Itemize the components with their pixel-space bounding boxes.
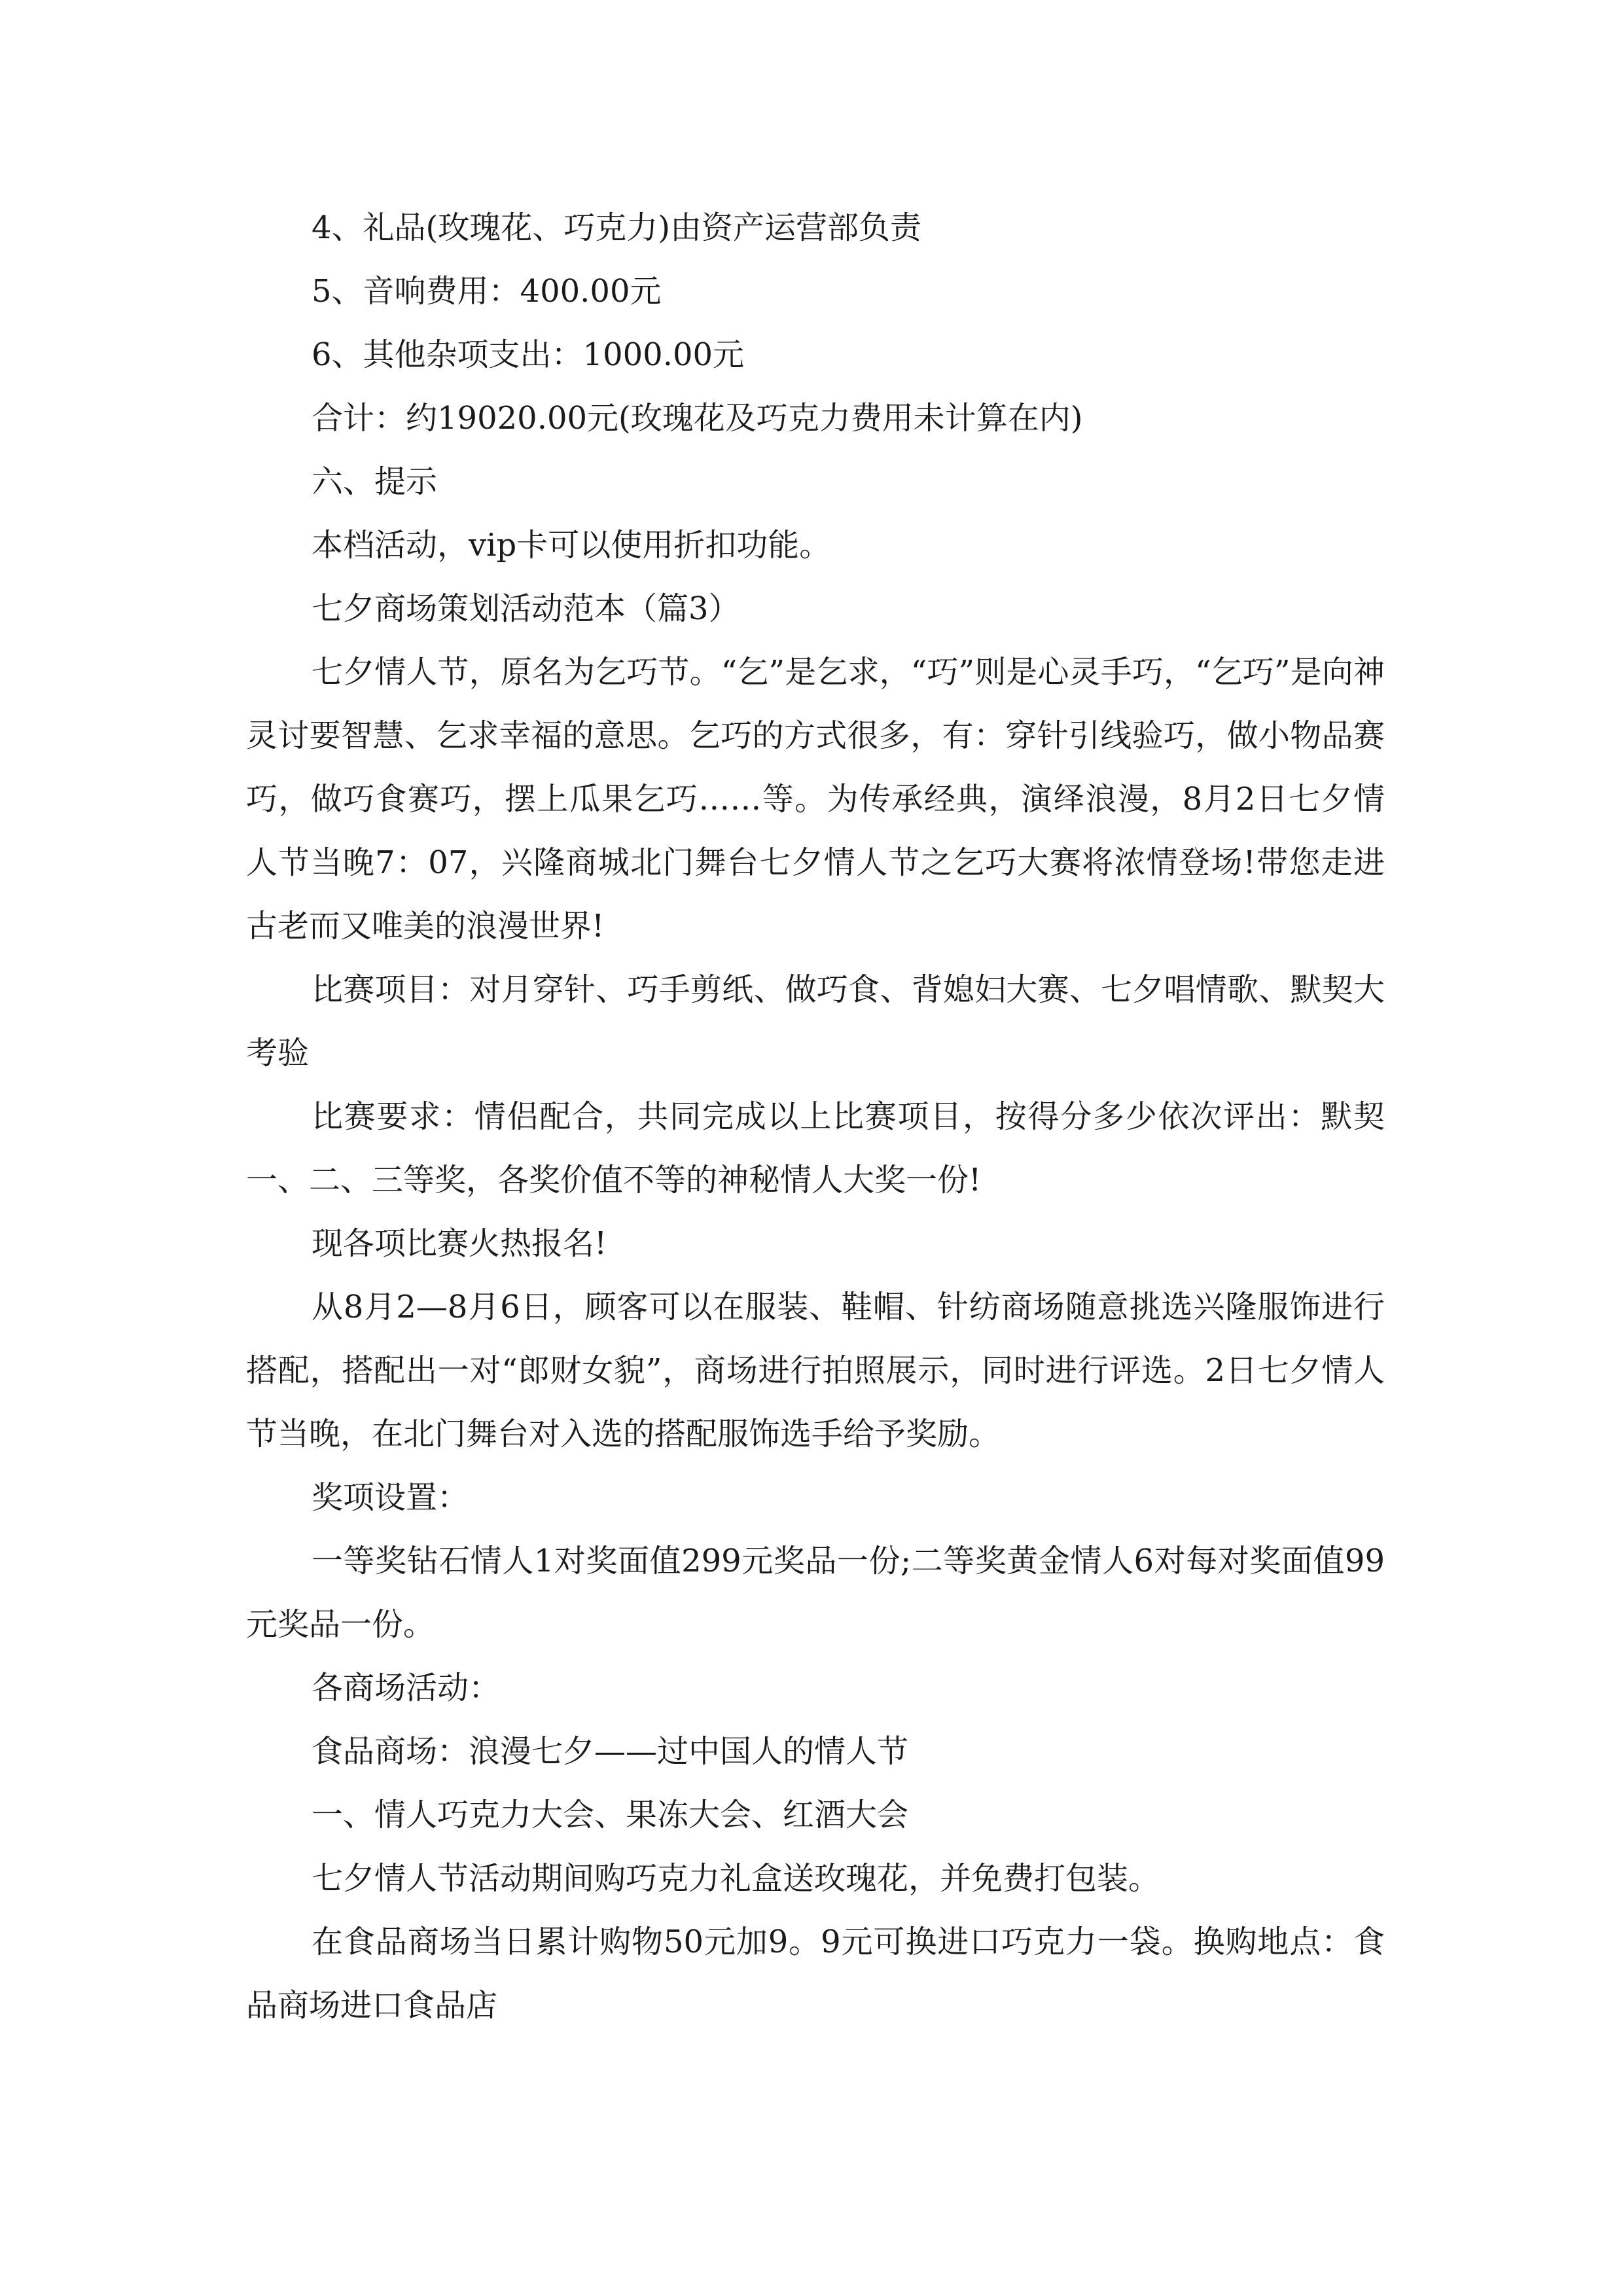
paragraph-vip: 本档活动，vip卡可以使用折扣功能。 — [312, 527, 831, 564]
section-heading-tips: 六、提示 — [312, 463, 438, 500]
paragraph-food-store: 食品商场：浪漫七夕——过中国人的情人节 — [312, 1733, 909, 1770]
paragraph-total: 合计：约19020.00元(玫瑰花及巧克力费用未计算在内) — [312, 400, 1083, 437]
paragraph-contest-rules: 比赛要求：情侣配合，共同完成以上比赛项目，按得分多少依次评出：默契一、二、三等奖，各奖价值不等的神秘情人大奖一份! — [246, 1098, 1385, 1198]
section-title-part3: 七夕商场策划活动范本（篇3） — [312, 590, 740, 627]
paragraph-contest-items: 比赛项目：对月穿针、巧手剪纸、做巧食、背媳妇大赛、七夕唱情歌、默契大考验 — [246, 971, 1385, 1071]
paragraph-gift: 4、礼品(玫瑰花、巧克力)由资产运营部负责 — [312, 209, 921, 246]
paragraph-exchange: 在食品商场当日累计购物50元加9。9元可换进口巧克力一袋。换购地点：食品商场进口食品店 — [246, 1924, 1385, 2024]
paragraph-chocolate-fair: 一、情人巧克力大会、果冻大会、红酒大会 — [312, 1797, 909, 1833]
paragraph-sound-cost: 5、音响费用：400.00元 — [312, 273, 662, 310]
paragraph-registration: 现各项比赛火热报名! — [312, 1225, 607, 1262]
paragraph-outfit-event: 从8月2—8月6日，顾客可以在服装、鞋帽、针纺商场随意挑选兴隆服饰进行搭配，搭配出一对“郎财女貌”，商场进行拍照展示，同时进行评选。2日七夕情人节当晚，在北门舞台对入选的搭配服饰选手给予奖励。 — [246, 1289, 1385, 1452]
section-heading-awards: 奖项设置： — [312, 1479, 469, 1516]
section-heading-store-activities: 各商场活动： — [312, 1670, 501, 1706]
paragraph-rose-gift: 七夕情人节活动期间购巧克力礼盒送玫瑰花，并免费打包装。 — [312, 1860, 1160, 1897]
paragraph-misc-cost: 6、其他杂项支出：1000.00元 — [312, 336, 745, 373]
paragraph-intro: 七夕情人节，原名为乞巧节。“乞”是乞求，“巧”则是心灵手巧，“乞巧”是向神灵讨要智慧、乞求幸福的意思。乞巧的方式很多，有：穿针引线验巧，做小物品赛巧，做巧食赛巧，摆上瓜果乞巧……等。为传承经典，演绎浪漫，8月2日七夕情人节当晚7：07，兴隆商城北门舞台七夕情人节之乞巧大赛将浓情登场!带您走进古老而又唯美的浪漫世界! — [246, 654, 1385, 944]
document-body — [246, 196, 1385, 2037]
paragraph-awards: 一等奖钻石情人1对奖面值299元奖品一份;二等奖黄金情人6对每对奖面值99元奖品一份。 — [246, 1543, 1385, 1643]
